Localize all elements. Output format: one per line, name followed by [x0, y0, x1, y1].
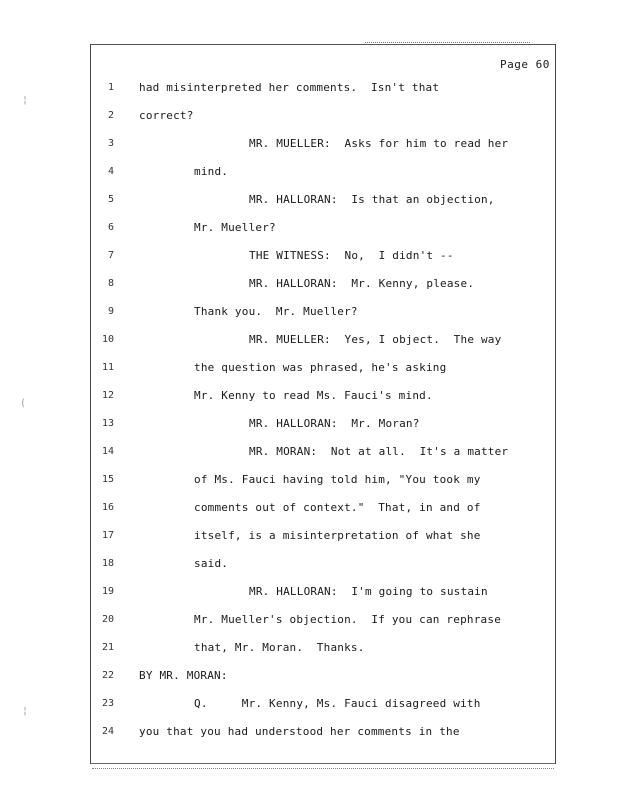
line-number: 11 — [101, 362, 114, 373]
line-number: 19 — [101, 586, 114, 597]
transcript-line-text: THE WITNESS: No, I didn't -- — [249, 249, 454, 262]
line-number: 9 — [107, 306, 114, 317]
transcript-line-text: that, Mr. Moran. Thanks. — [194, 641, 365, 654]
transcript-line-text: Thank you. Mr. Mueller? — [194, 305, 358, 318]
transcript-line-text: said. — [194, 557, 229, 570]
transcript-line-text: Q. Mr. Kenny, Ms. Fauci disagreed with — [194, 697, 481, 710]
margin-mark: ¦ — [22, 95, 29, 106]
line-number: 17 — [101, 530, 114, 541]
line-number: 14 — [101, 446, 114, 457]
transcript-line-text: MR. MORAN: Not at all. It's a matter — [249, 445, 509, 458]
line-number: 4 — [107, 166, 114, 177]
transcript-line-text: Mr. Mueller's objection. If you can rephrase — [194, 613, 502, 626]
transcript-line-text: MR. HALLORAN: Is that an objection, — [249, 193, 495, 206]
line-number: 24 — [101, 726, 114, 737]
line-number: 10 — [101, 334, 114, 345]
transcript-line-text: BY MR. MORAN: — [139, 669, 228, 682]
line-number: 3 — [107, 138, 114, 149]
margin-mark: ( — [20, 398, 27, 409]
line-number: 20 — [101, 614, 114, 625]
transcript-line-text: MR. HALLORAN: Mr. Moran? — [249, 417, 420, 430]
line-number: 18 — [101, 558, 114, 569]
transcript-line-text: the question was phrased, he's asking — [194, 361, 447, 374]
line-number: 5 — [107, 194, 114, 205]
transcript-line-text: comments out of context." That, in and of — [194, 501, 481, 514]
transcript-line-text: correct? — [139, 109, 194, 122]
line-number: 1 — [107, 82, 114, 93]
transcript-line-text: Mr. Mueller? — [194, 221, 276, 234]
transcript-line-text: itself, is a misinterpretation of what she — [194, 529, 481, 542]
page-number: Page 60 — [500, 58, 550, 71]
line-number: 23 — [101, 698, 114, 709]
line-number: 13 — [101, 418, 114, 429]
line-number: 7 — [107, 250, 114, 261]
line-number: 16 — [101, 502, 114, 513]
transcript-line-text: you that you had understood her comments in the — [139, 725, 460, 738]
scan-noise-bottom — [92, 768, 554, 770]
line-number: 2 — [107, 110, 114, 121]
line-number: 8 — [107, 278, 114, 289]
transcript-line-text: mind. — [194, 165, 229, 178]
transcript-line-text: had misinterpreted her comments. Isn't that — [139, 81, 440, 94]
line-number: 12 — [101, 390, 114, 401]
line-number: 21 — [101, 642, 114, 653]
line-number: 22 — [101, 670, 114, 681]
scan-noise-top — [365, 42, 530, 44]
transcript-line-text: MR. HALLORAN: I'm going to sustain — [249, 585, 488, 598]
transcript-line-text: MR. HALLORAN: Mr. Kenny, please. — [249, 277, 475, 290]
transcript-line-text: MR. MUELLER: Asks for him to read her — [249, 137, 509, 150]
transcript-line-text: MR. MUELLER: Yes, I object. The way — [249, 333, 502, 346]
margin-mark: ¦ — [22, 706, 29, 717]
transcript-line-text: of Ms. Fauci having told him, "You took my — [194, 473, 481, 486]
line-number: 15 — [101, 474, 114, 485]
transcript-line-text: Mr. Kenny to read Ms. Fauci's mind. — [194, 389, 433, 402]
line-number: 6 — [107, 222, 114, 233]
